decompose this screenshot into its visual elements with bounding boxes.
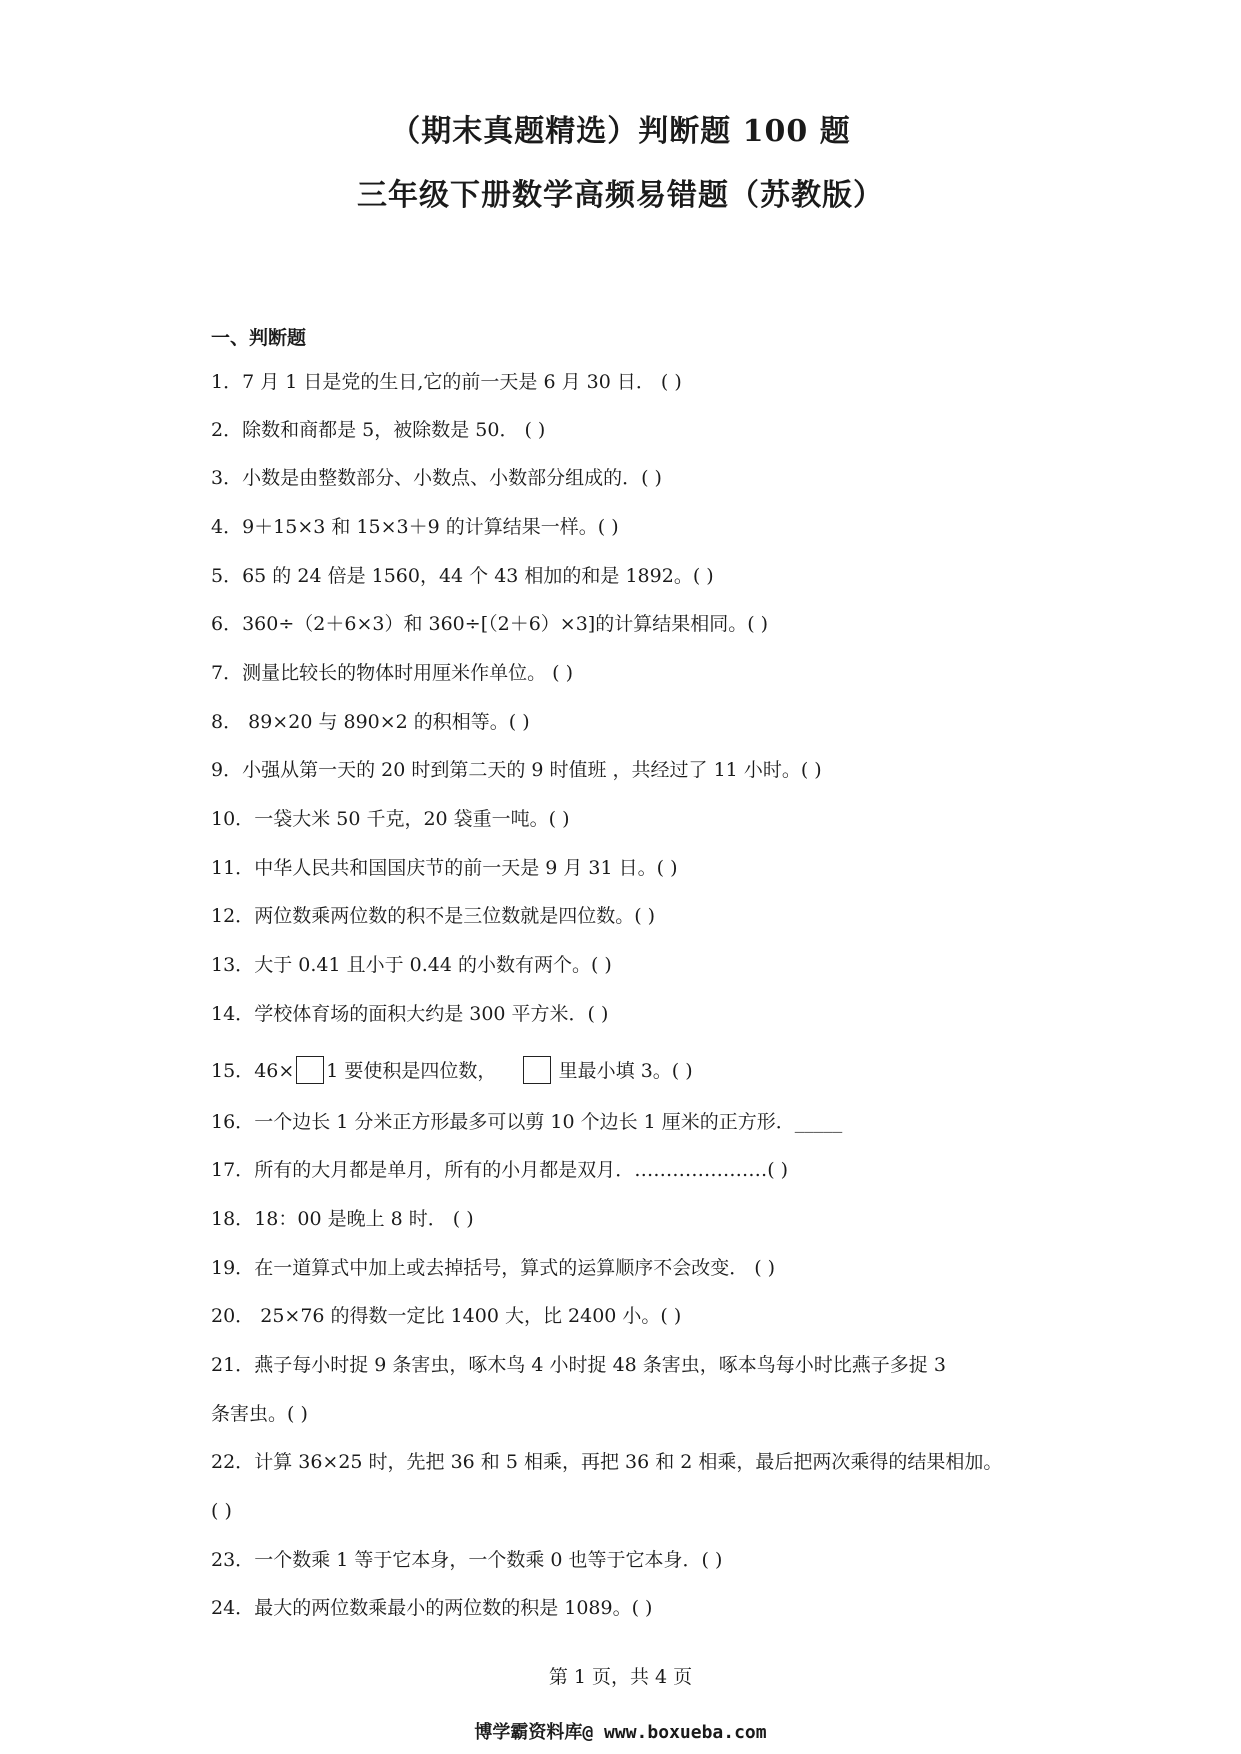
question-7: 7．测量比较长的物体时用厘米作单位。 ( ) [211, 662, 573, 684]
watermark: 博学霸资料库@ www.boxueba.com [474, 1722, 767, 1743]
question-2: 2．除数和商都是 5，被除数是 50． ( ) [211, 419, 546, 441]
question-16: 16．一个边长 1 分米正方形最多可以剪 10 个边长 1 厘米的正方形．_____ [211, 1111, 843, 1133]
question-22-continued: ( ) [211, 1500, 232, 1522]
question-4: 4．9＋15×3 和 15×3＋9 的计算结果一样。( ) [211, 516, 619, 538]
question-12: 12．两位数乘两位数的积不是三位数就是四位数。( ) [211, 905, 656, 927]
title-line-1: （期末真题精选）判断题 100 题 [390, 114, 851, 149]
question-21-continued: 条害虫。( ) [211, 1403, 308, 1425]
question-17: 17．所有的大月都是单月，所有的小月都是双月．…………………( ) [211, 1159, 789, 1181]
answer-box [296, 1056, 324, 1084]
question-24: 24．最大的两位数乘最小的两位数的积是 1089。( ) [211, 1597, 653, 1619]
question-11: 11．中华人民共和国国庆节的前一天是 9 月 31 日。( ) [211, 857, 678, 879]
question-3: 3．小数是由整数部分、小数点、小数部分组成的．( ) [211, 467, 662, 489]
page-footer: 第 1 页，共 4 页 [548, 1666, 693, 1688]
question-15: 15．46× 1 要使积是四位数， 里最小填 3。( ) [211, 1056, 693, 1084]
question-18: 18．18：00 是晚上 8 时． ( ) [211, 1208, 474, 1230]
title-line-2: 三年级下册数学高频易错题（苏教版） [357, 178, 884, 213]
question-20: 20． 25×76 的得数一定比 1400 大，比 2400 小。( ) [211, 1305, 682, 1327]
question-1: 1．7 月 1 日是党的生日,它的前一天是 6 月 30 日． ( ) [211, 371, 682, 393]
question-9: 9．小强从第一天的 20 时到第二天的 9 时值班 ，共经过了 11 小时。( ) [211, 759, 822, 781]
question-13: 13．大于 0.41 且小于 0.44 的小数有两个。( ) [211, 954, 612, 976]
section-heading: 一、判断题 [211, 327, 307, 349]
question-19: 19．在一道算式中加上或去掉括号，算式的运算顺序不会改变． ( ) [211, 1257, 776, 1279]
question-6: 6．360÷（2＋6×3）和 360÷[（2＋6）×3]的计算结果相同。( ) [211, 613, 769, 635]
question-23: 23．一个数乘 1 等于它本身，一个数乘 0 也等于它本身．( ) [211, 1549, 723, 1571]
answer-box [523, 1056, 551, 1084]
question-22: 22．计算 36×25 时，先把 36 和 5 相乘，再把 36 和 2 相乘，最后把两次乘得的结果相加。 [211, 1451, 1003, 1473]
question-21: 21．燕子每小时捉 9 条害虫，啄木鸟 4 小时捉 48 条害虫，啄本鸟每小时比燕子多捉 3 [211, 1354, 946, 1376]
question-8: 8． 89×20 与 890×2 的积相等。( ) [211, 711, 530, 733]
question-5: 5．65 的 24 倍是 1560，44 个 43 相加的和是 1892。( ) [211, 565, 714, 587]
question-10: 10．一袋大米 50 千克，20 袋重一吨。( ) [211, 808, 570, 830]
question-14: 14．学校体育场的面积大约是 300 平方米．( ) [211, 1003, 609, 1025]
